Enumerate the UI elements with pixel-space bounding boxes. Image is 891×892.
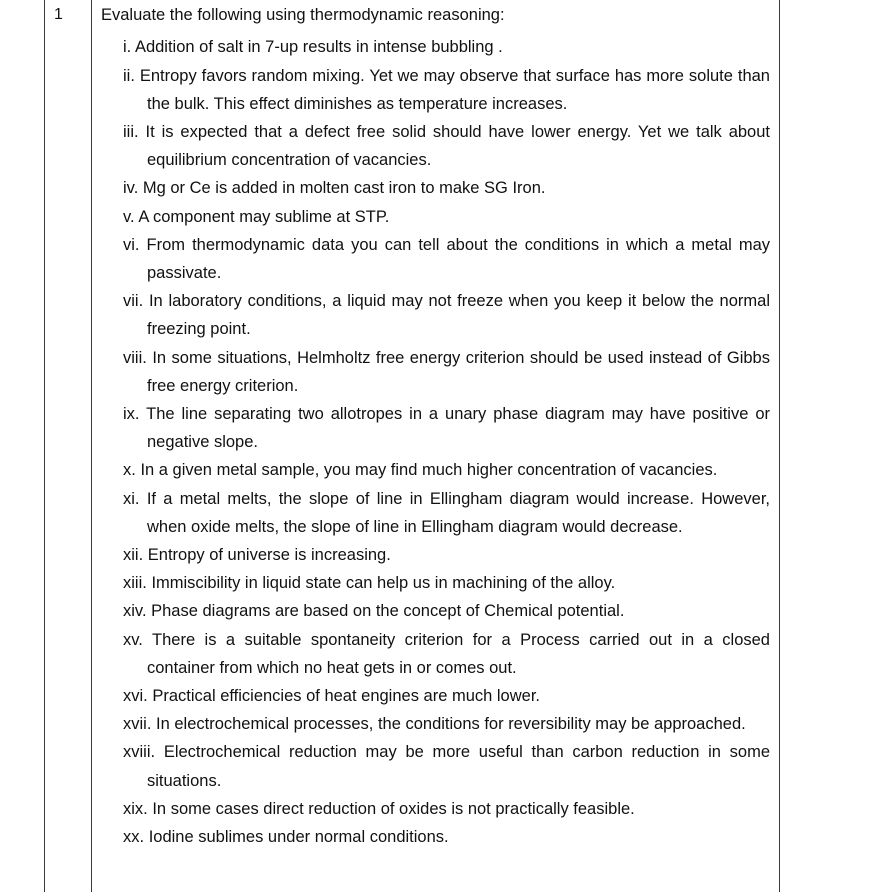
question-number: 1	[54, 6, 63, 23]
item-text: The line separating two allotropes in a unary phase diagram may have positive or negative slope.	[146, 404, 770, 452]
item-text: In some cases direct reduction of oxides is not practically feasible.	[152, 799, 635, 818]
list-item	[123, 400, 770, 456]
item-marker: xviii.	[123, 743, 156, 762]
list-item	[123, 344, 770, 400]
list-item	[123, 174, 770, 202]
item-text: In some situations, Helmholtz free energy criterion should be used instead of Gibbs free energy criterion.	[147, 348, 770, 395]
list-item	[123, 485, 770, 541]
list-item	[123, 823, 770, 851]
item-marker: xix.	[123, 799, 148, 818]
item-marker: xii.	[123, 545, 144, 564]
list-item	[123, 626, 770, 682]
item-marker: xv.	[123, 630, 143, 649]
question-items	[123, 33, 770, 851]
item-text: Electrochemical reduction may be more useful than carbon reduction in some situations.	[147, 743, 770, 790]
item-text: In laboratory conditions, a liquid may not freeze when you keep it below the normal freezing point.	[147, 292, 770, 339]
question-cell	[101, 5, 773, 851]
item-text: Phase diagrams are based on the concept of Chemical potential.	[151, 602, 625, 621]
list-item	[123, 597, 770, 625]
item-marker: vii.	[123, 292, 144, 311]
item-marker: iv.	[123, 179, 139, 198]
list-item	[123, 541, 770, 569]
list-item	[123, 682, 770, 710]
list-item	[123, 287, 770, 343]
list-item	[123, 62, 770, 118]
list-item	[123, 231, 770, 287]
list-item	[123, 456, 770, 484]
item-marker: i.	[123, 38, 132, 57]
item-marker: xvi.	[123, 686, 148, 705]
item-text: Entropy of universe is increasing.	[147, 545, 391, 564]
list-item	[123, 33, 770, 61]
item-text: If a metal melts, the slope of line in Ellingham diagram would increase. However, when oxide melts, the slope of line in Ellingham diagram would decrease.	[146, 489, 770, 536]
list-item	[123, 569, 770, 597]
item-text: There is a suitable spontaneity criterion for a Process carried out in a closed container from which no heat gets in or comes out.	[147, 630, 770, 677]
item-text: Practical efficiencies of heat engines are much lower.	[152, 686, 540, 705]
item-text: A component may sublime at STP.	[138, 207, 390, 226]
list-item	[123, 738, 770, 794]
item-marker: xiv.	[123, 602, 147, 621]
item-text: Immiscibility in liquid state can help us in machining of the alloy.	[151, 574, 616, 593]
table-border-left	[44, 0, 45, 892]
item-marker: xi.	[123, 489, 140, 508]
item-text: From thermodynamic data you can tell about the conditions in which a metal may passivate.	[146, 235, 770, 282]
item-marker: iii.	[123, 122, 139, 141]
item-marker: xx.	[123, 827, 145, 846]
list-item	[123, 118, 770, 174]
item-marker: v.	[123, 207, 135, 226]
table-border-number-column	[91, 0, 92, 892]
item-marker: viii.	[123, 348, 147, 367]
item-text: Entropy favors random mixing. Yet we may observe that surface has more solute than the bulk. This effect diminishes as temperature increases.	[139, 66, 770, 113]
item-marker: ix.	[123, 404, 140, 423]
item-marker: ii.	[123, 66, 135, 85]
list-item	[123, 710, 770, 738]
item-text: In electrochemical processes, the conditions for reversibility may be approached.	[156, 715, 746, 734]
item-marker: xiii.	[123, 574, 147, 593]
item-text: In a given metal sample, you may find much higher concentration of vacancies.	[140, 461, 718, 480]
item-marker: vi.	[123, 235, 140, 254]
item-text: Addition of salt in 7-up results in intense bubbling .	[134, 38, 503, 57]
item-text: Mg or Ce is added in molten cast iron to make SG Iron.	[142, 179, 546, 198]
item-text: Iodine sublimes under normal conditions.	[148, 827, 449, 846]
item-text: It is expected that a defect free solid should have lower energy. Yet we talk about equilibrium concentration of vacancies.	[145, 122, 770, 170]
table-border-question-column	[779, 0, 780, 892]
question-stem: Evaluate the following using thermodynamic reasoning:	[101, 6, 505, 24]
item-marker: x.	[123, 461, 136, 480]
list-item	[123, 203, 770, 231]
list-item	[123, 795, 770, 823]
item-marker: xvii.	[123, 715, 152, 734]
